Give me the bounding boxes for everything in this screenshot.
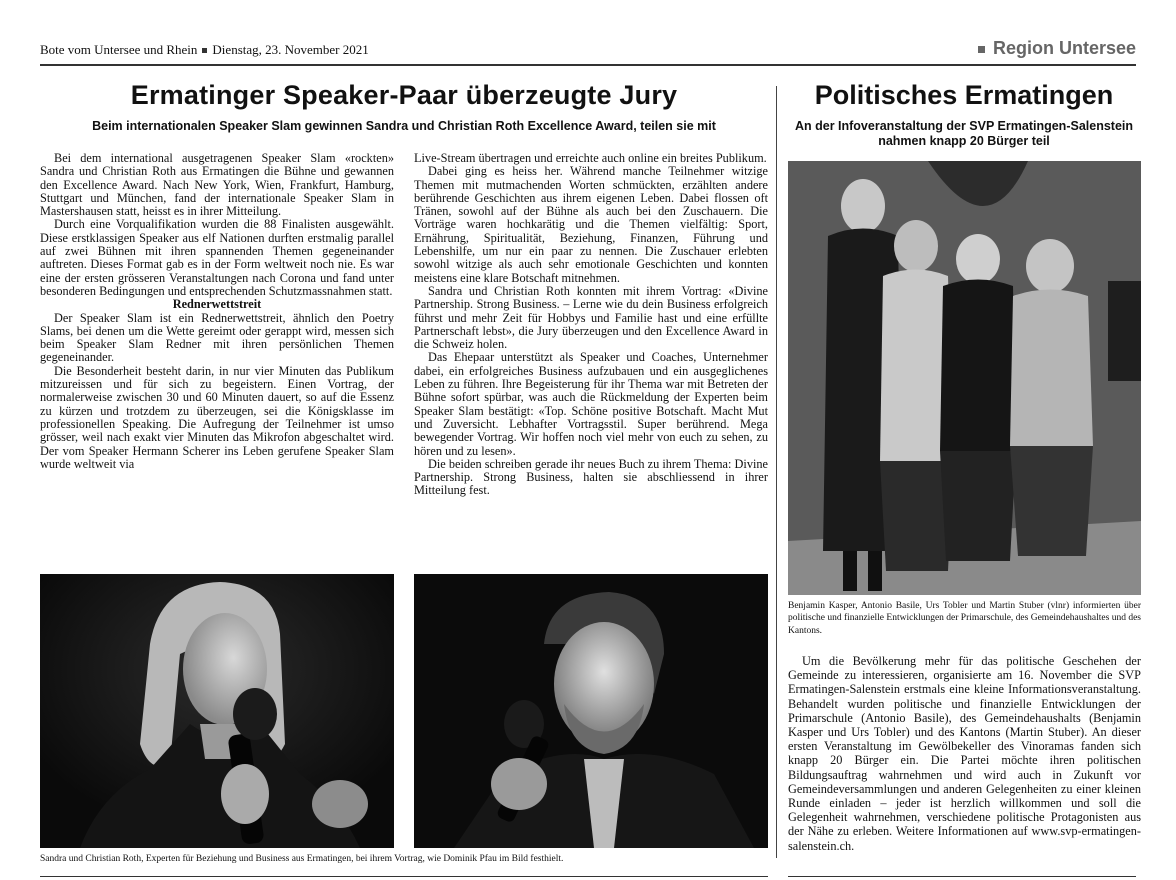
sidebar-article-title: Politisches Ermatingen (814, 80, 1114, 110)
issue-date: Dienstag, 23. November 2021 (212, 42, 369, 57)
photo-speaker-woman (40, 574, 394, 848)
photo-caption: Sandra und Christian Roth, Experten für Beziehung und Business aus Ermatingen, bei ihrem Vortrag, wie Dominik Pfau im Bild festhielt. (40, 854, 564, 864)
header-divider (40, 64, 1136, 66)
article-column-1 (40, 152, 394, 471)
bullet-square-icon (202, 48, 207, 53)
paragraph: Durch eine Vorqualifikation wurden die 88 Finalisten ausgewählt. Diese erstklassigen Speaker aus elf Nationen durften erstmalig parallel auf zwei Bühnen mit ihren spannenden Themen gegeneinander auftreten. Dieses Format gab es in der Form weltweit noch nie. Es war eine der ersten grösseren Veranstaltungen nach Corona und fand unter besonderen Bedingungen und entsprechenden Schutzmassnahmen statt. (40, 217, 394, 298)
paragraph: Sandra und Christian Roth konnten mit ihrem Vortrag: «Divine Partnership. Strong Business. – Lerne wie du dein Business erfolgreich führst und mehr Zeit für Hobbys und Familie hast und eine erfüllte Partnerschaft lebst», die Jury überzeugen und den Excellence Award in die Schweiz holen. (414, 283, 768, 352)
section-name: Region Untersee (992, 38, 1136, 58)
publication-name: Bote vom Untersee und Rhein (40, 42, 198, 57)
article-column-2 (414, 152, 768, 498)
photo-man-illustration (414, 574, 768, 848)
paragraph: Der Speaker Slam ist ein Rednerwettstreit, ähnlich den Poetry Slams, bei denen um die Wette gereimt oder gerappt wird, messen sich beim Speaker Slam Redner mit ihren persönlichen Themen gegeneinander. (40, 310, 394, 365)
column-divider (776, 86, 777, 858)
paragraph: Die beiden schreiben gerade ihr neues Buch zu ihrem Thema: Divine Partnership. Strong Business, halten sie abschliessend in ihrer Mitteilung fest. (414, 456, 768, 498)
photo-speaker-man (414, 574, 768, 848)
subheading: Rednerwettstreit (172, 297, 262, 312)
sidebar-article-body (788, 654, 1141, 853)
section-square-icon (978, 46, 985, 53)
footer-divider-right (788, 876, 1136, 877)
article-subtitle: Beim internationalen Speaker Slam gewinnen Sandra und Christian Roth Excellence Award, teilen sie mit (92, 119, 716, 133)
photo-woman-illustration (40, 574, 394, 848)
sidebar-article-subtitle: An der Infoveranstaltung der SVP Ermatingen-Salenstein nahmen knapp 20 Bürger teil (794, 119, 1134, 148)
photo-group-illustration (788, 161, 1141, 595)
paragraph: Live-Stream übertragen und erreichte auch online ein breites Publikum. (414, 151, 767, 165)
paragraph: Bei dem international ausgetragenen Speaker Slam «rockten» Sandra und Christian Roth aus Ermatingen die Bühne und gewannen den Excellence Award. Nach New York, Wien, Frankfurt, Hamburg, Stuttgart und München, fand der internationale Speaker Slam in Mastershausen statt, heisst es in ihrer Mitteilung. (40, 151, 394, 219)
section-label (978, 38, 1136, 59)
footer-divider-left (40, 876, 768, 877)
paragraph: Die Besonderheit besteht darin, in nur vier Minuten das Publikum mitzureissen und für sich zu begeistern. Einen Vortrag, der normalerweise zwischen 30 und 60 Minuten dauert, so auf die Essenz zu kürzen und trotzdem zu überzeugen, sei die Königsklasse im professionellen Speaking. Die Aufregung der Teilnehmer ist umso grösser, weil nach exakt vier Minuten das Mikrofon abgeschaltet wird. Der vom Speaker Hermann Scherer ins Leben gerufene Speaker Slam wurde weltweit via (40, 363, 394, 471)
paragraph: Dabei ging es heiss her. Während manche Teilnehmer witzige Themen mit mutmachenden Worten schmückten, erzählten andere berührende Geschichten aus ihrem eigenen Leben. Dabei flossen oft Tränen, sowohl auf der Bühne als auch bei den Zuschauern. Die Vorträge waren hochkarätig und die Themen vielfältig: Sport, Ernährung, Spiritualität, Beziehung, Finanzen, Führung und Lebenshilfe, um nur ein paar zu nennen. Die Zuschauer erlebten sowohl witzige als auch sehr emotionale Geschichten und konnten meistens eine klare Botschaft mitnehmen. (414, 164, 768, 285)
sidebar-photo-caption: Benjamin Kasper, Antonio Basile, Urs Tobler und Martin Stuber (vlnr) informierten über politische und finanzielle Entwicklungen der Primarschule, des Gemeindehaushaltes und des Kantons. (788, 601, 1141, 636)
paragraph: Um die Bevölkerung mehr für das politische Geschehen der Gemeinde zu interessieren, organisierte am 16. November die SVP Ermatingen-Salenstein erstmals eine kleine Informationsveranstaltung. Behandelt wurden politische und finanzielle Entwicklungen der Primarschule (Antonio Basile), des Gemeindehaushalts (Benjamin Kasper und Urs Tobler) und des Kantons (Martin Stuber). An dieser ersten Veranstaltung im Gewölbekeller des Vinoramas fanden sich knapp 20 Bürger ein. Die Partei möchte ihren politischen Bildungsauftrag wahrnehmen und wird auch in Zukunft vor Gemeindeversammlungen und anderen Gelegenheiten zu einer kleinen Runde einladen – jeder ist herzlich willkommen und soll die Gelegenheit wahrnehmen, verschiedene politische Protagonisten aus der Nähe zu erleben. Weitere Informationen auf www.svp-ermatingen-salenstein.ch. (788, 654, 1141, 853)
article-title: Ermatinger Speaker-Paar überzeugte Jury (130, 80, 678, 110)
page-header-info (40, 42, 369, 58)
paragraph: Das Ehepaar unterstützt als Speaker und Coaches, Unternehmer dabei, ein erfolgreiches Business aufzubauen und ein ausgeglichenes Leben zu führen. Ihre Begeisterung für ihr Thema war mit Betreten der Bühne sofort spürbar, was auch die Rückmeldung der Experten beim Speaker Slam bestätigt: «Top. Schöne positive Botschaft. Macht Mut und Zuversicht. Lebhafter Vortragsstil. Super berührend. Mega bewegender Vortrag. Wir hoffen noch viel mehr von euch zu sehen, zu hören und zu lesen». (414, 350, 768, 458)
photo-group-politicians (788, 161, 1141, 595)
